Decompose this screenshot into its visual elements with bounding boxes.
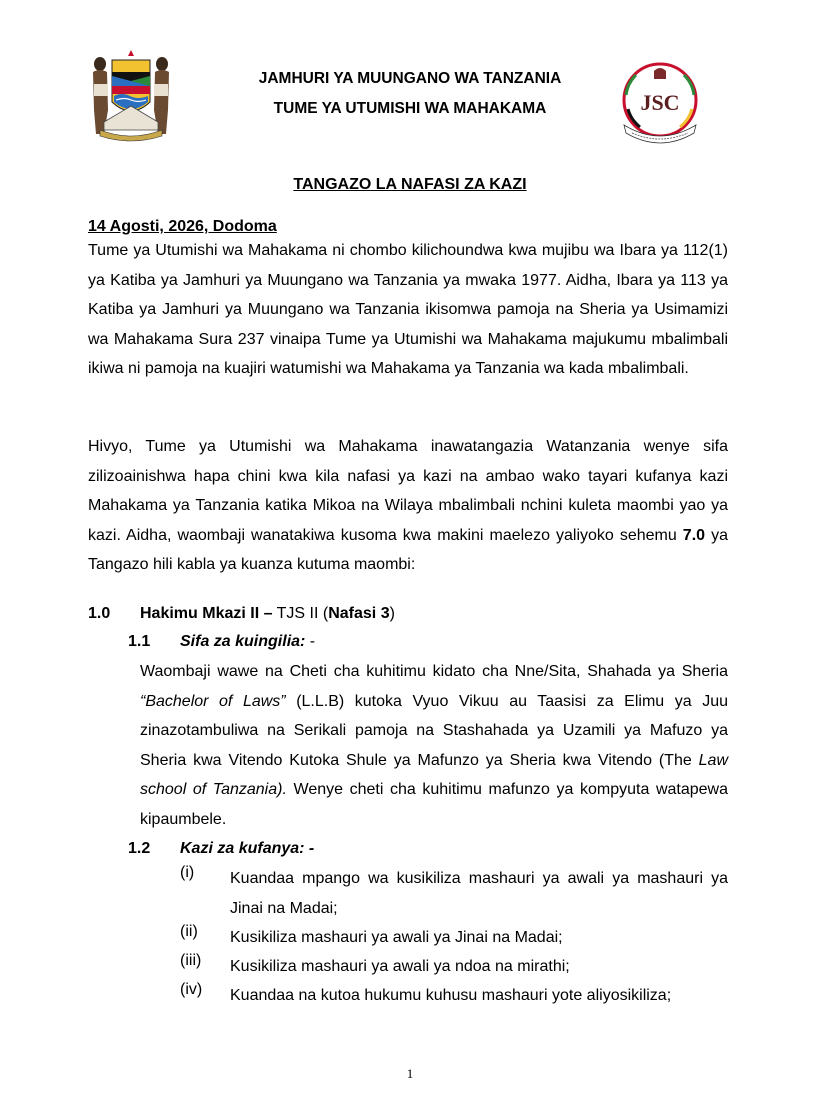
list-item-number: (ii): [180, 923, 198, 940]
invitation-paragraph: Hivyo, Tume ya Utumishi wa Mahakama inawatangazia Watanzania wenye sifa zilizoainishwa hapa chini kwa kila nafasi ya kazi na ambao wako tayari kufanya kazi Mahakama ya Tanzania katika Mikoa na Wilaya mbalimbali nchini kuleta maombi yao ya kazi. Aidha, waombaji wanatakiwa kusoma kwa makini maelezo yaliyoko sehemu 7.0 ya Tangazo hili kabla ya kuanza kutuma maombi:: [88, 438, 728, 573]
jsc-seal-logo-icon: [610, 55, 710, 150]
subsection-number: 1.2: [128, 840, 151, 857]
section-title: Hakimu Mkazi II – TJS II (Nafasi 3): [140, 605, 395, 622]
header-commission: TUME YA UTUMISHI WA MAHAKAMA: [273, 100, 547, 117]
intro-paragraph: Tume ya Utumishi wa Mahakama ni chombo kilichoundwa kwa mujibu wa Ibara ya 112(1) ya Katiba ya Jamhuri ya Muungano wa Tanzania ya mwaka 1977. Aidha, Ibara ya 113 ya Katiba ya Jamhuri ya Muungano wa Tanzania ikisomwa pamoja na Sheria ya Usimamizi wa Mahakama Sura 237 vinaipa Tume ya Utumishi wa Mahakama majukumu mbalimbali ikiwa ni pamoja na kuajiri watumishi wa Mahakama ya Tanzania wa kada mbalimbali.: [88, 242, 728, 377]
list-item-number: (i): [180, 864, 195, 881]
subsection-number: 1.1: [128, 633, 151, 650]
page-number: 1: [406, 1066, 414, 1081]
header-country: JAMHURI YA MUUNGANO WA TANZANIA: [258, 70, 562, 87]
jsc-logo-text: JSC: [640, 90, 680, 115]
subsection-title: Kazi za kufanya: -: [180, 840, 315, 857]
tanzania-coat-of-arms-icon: [86, 50, 176, 142]
list-item: Kusikiliza mashauri ya awali ya Jinai na Madai;: [230, 929, 563, 946]
document-title: TANGAZO LA NAFASI ZA KAZI: [293, 176, 527, 193]
list-item-number: (iii): [180, 952, 202, 969]
qualifications-paragraph: Waombaji wawe na Cheti cha kuhitimu kidato cha Nne/Sita, Shahada ya Sheria “Bachelor of Laws” (L.L.B) kutoka Vyuo Vikuu au Taasisi za Elimu ya Juu zinazotambuliwa na Serikali pamoja na Stashahada ya Uzamili ya Mafuzo ya Sheria kwa Vitendo Kutoka Shule ya Mafunzo ya Sheria kwa Vitendo (The Law school of Tanzania). Wenye cheti cha kuhitimu mafunzo ya kompyuta watapewa kipaumbele.: [140, 663, 728, 828]
announcement-date: 14 Agosti, 2026, Dodoma: [88, 218, 277, 235]
list-item: Kuandaa mpango wa kusikiliza mashauri ya awali ya mashauri ya Jinai na Madai;: [230, 870, 728, 917]
list-item: Kuandaa na kutoa hukumu kuhusu mashauri yote aliyosikiliza;: [230, 987, 672, 1004]
section-number: 1.0: [88, 605, 111, 622]
subsection-title: Sifa za kuingilia: -: [180, 633, 316, 650]
list-item-number: (iv): [180, 981, 203, 998]
list-item: Kusikiliza mashauri ya awali ya ndoa na mirathi;: [230, 958, 570, 975]
